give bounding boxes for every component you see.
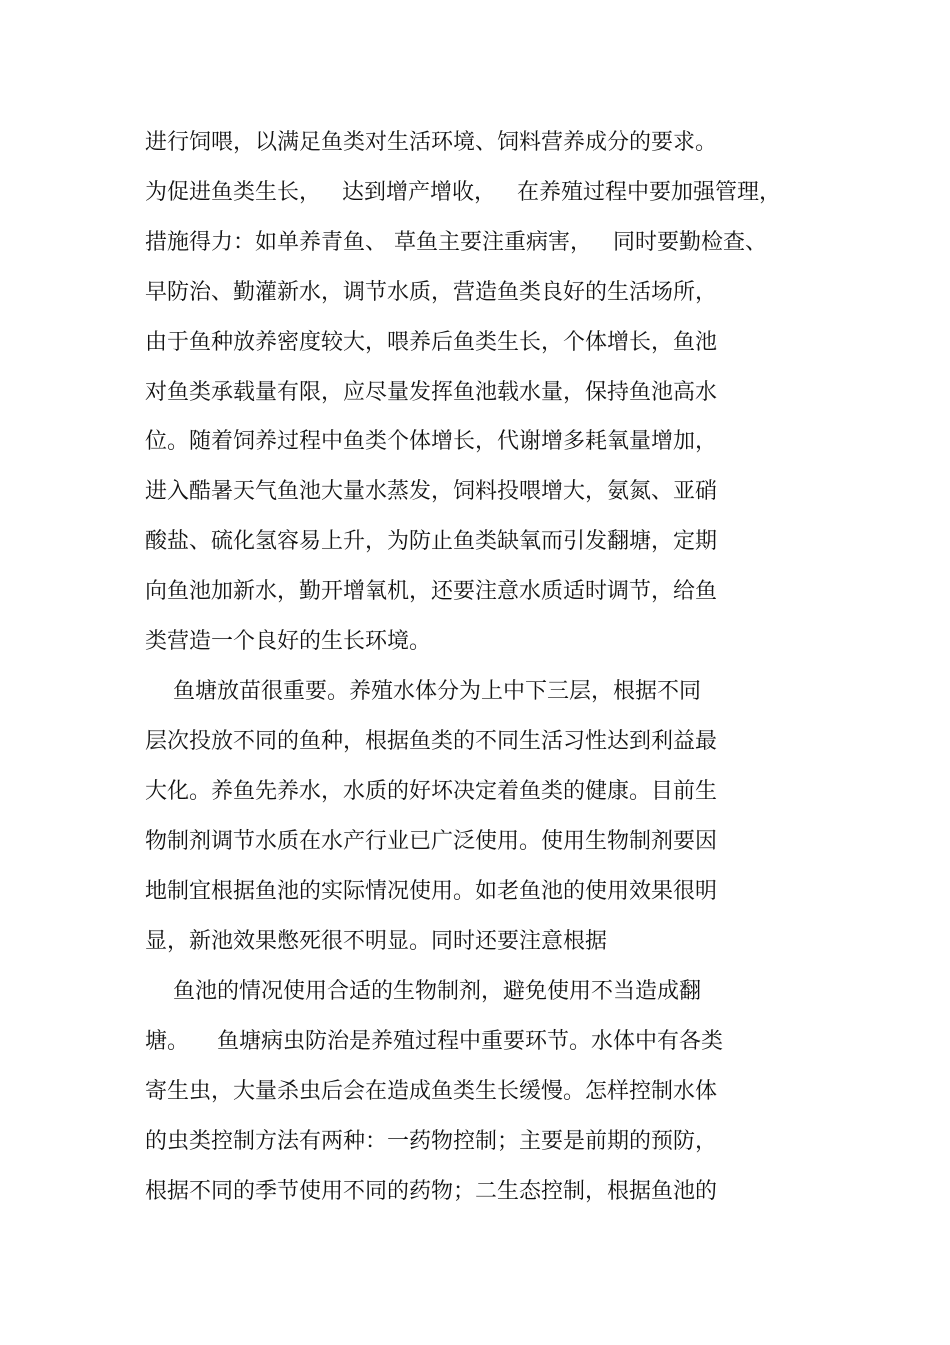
text-line: 根据不同的季节使用不同的药物；二生态控制，根据鱼池的	[145, 1179, 718, 1204]
text-line: 鱼池的情况使用合适的生物制剂，避免使用不当造成翻	[145, 979, 701, 1004]
text-line: 类营造一个良好的生长环境。	[145, 629, 432, 654]
text-line: 层次投放不同的鱼种，根据鱼类的不同生活习性达到利益最	[145, 729, 718, 754]
text-line: 大化。养鱼先养水，水质的好坏决定着鱼类的健康。目前生	[145, 779, 718, 804]
text-line: 对鱼类承载量有限，应尽量发挥鱼池载水量，保持鱼池高水	[145, 380, 718, 405]
text-line: 鱼塘放苗很重要。养殖水体分为上中下三层，根据不同	[145, 679, 701, 704]
text-line: 为促进鱼类生长， 达到增产增收， 在养殖过程中要加强管理，	[145, 180, 781, 205]
text-line: 的虫类控制方法有两种：一药物控制；主要是前期的预防，	[145, 1129, 718, 1154]
text-line: 塘。 鱼塘病虫防治是养殖过程中重要环节。水体中有各类	[145, 1029, 723, 1054]
text-line: 寄生虫，大量杀虫后会在造成鱼类生长缓慢。怎样控制水体	[145, 1079, 718, 1104]
text-line: 显，新池效果憋死很不明显。同时还要注意根据	[145, 929, 608, 954]
text-line: 由于鱼种放养密度较大，喂养后鱼类生长，个体增长，鱼池	[145, 330, 718, 355]
text-line: 措施得力：如单养青鱼、 草鱼主要注重病害， 同时要勤检查、	[145, 230, 767, 255]
text-line: 酸盐、硫化氢容易上升，为防止鱼类缺氧而引发翻塘，定期	[145, 529, 718, 554]
text-line: 物制剂调节水质在水产行业已广泛使用。使用生物制剂要因	[145, 829, 718, 854]
text-line: 进入酷暑天气鱼池大量水蒸发，饲料投喂增大，氨氮、亚硝	[145, 479, 718, 504]
text-line: 早防治、勤灌新水，调节水质，营造鱼类良好的生活场所，	[145, 280, 718, 305]
text-line: 向鱼池加新水，勤开增氧机，还要注意水质适时调节，给鱼	[145, 579, 718, 604]
text-line: 进行饲喂，以满足鱼类对生活环境、饲料营养成分的要求。	[145, 130, 718, 155]
text-line: 位。随着饲养过程中鱼类个体增长，代谢增多耗氧量增加，	[145, 429, 718, 454]
text-line: 地制宜根据鱼池的实际情况使用。如老鱼池的使用效果很明	[145, 879, 718, 904]
